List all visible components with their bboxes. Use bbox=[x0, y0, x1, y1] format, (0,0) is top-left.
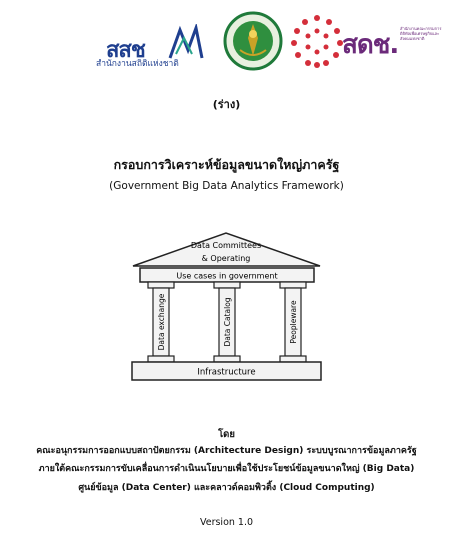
pillar-cap bbox=[148, 282, 174, 288]
roof-label-line2: & Operating bbox=[201, 254, 251, 263]
pillar-label: Data Catalog bbox=[223, 297, 232, 347]
page-title-thai: กรอบการวิเคราะห์ข้อมูลขนาดใหญ่ภาครัฐ bbox=[113, 157, 340, 172]
mdes-emblem-icon bbox=[218, 10, 288, 72]
pillar-label: Peopleware bbox=[289, 300, 298, 344]
base-label: Infrastructure bbox=[197, 367, 256, 378]
onde-dots-icon bbox=[290, 14, 344, 68]
roof-label-line1: Data Committees bbox=[190, 241, 262, 250]
onde-logo bbox=[290, 10, 450, 72]
onde-logo-fine-text: สำนักงานคณะกรรมการดิจิทัลเพื่อเศรษฐกิจและสังคมแห่งชาติ bbox=[400, 26, 442, 41]
by-label: โดย bbox=[218, 429, 235, 440]
pillar-cap bbox=[280, 282, 306, 288]
committee-line-3: ศูนย์ข้อมูล (Data Center) และคลาวด์คอมพิวติ้ง (Cloud Computing) bbox=[78, 483, 375, 493]
nso-mark-icon bbox=[166, 24, 206, 60]
committee-line-1: คณะอนุกรรมการออกแบบสถาปัตยกรรม (Architecture Design) ระบบบูรณาการข้อมูลภาครัฐ bbox=[36, 446, 417, 456]
version-label: Version 1.0 bbox=[199, 517, 254, 528]
pillar-foot bbox=[280, 356, 306, 362]
nso-logo-name: สำนักงานสถิติแห่งชาติ bbox=[96, 59, 179, 69]
pillar-cap bbox=[214, 282, 240, 288]
beam-label: Use cases in government bbox=[176, 271, 278, 281]
onde-logo-abbr: สดช. bbox=[342, 30, 399, 60]
nso-logo-abbr: สสช bbox=[106, 38, 145, 63]
framework-diagram bbox=[0, 228, 453, 388]
nso-logo bbox=[96, 22, 208, 72]
committee-line-2: ภายใต้คณะกรรมการขับเคลื่อนการดำเนินนโยบายเพื่อใช้ประโยชน์ข้อมูลขนาดใหญ่ (Big Data) bbox=[38, 464, 415, 474]
draft-label: (ร่าง) bbox=[212, 98, 241, 111]
pillar-foot bbox=[148, 356, 174, 362]
page-title-english: (Government Big Data Analytics Framework) bbox=[109, 180, 344, 192]
pillar-label: Data exchange bbox=[157, 293, 166, 351]
pillar-foot bbox=[214, 356, 240, 362]
mdes-logo bbox=[218, 10, 288, 72]
